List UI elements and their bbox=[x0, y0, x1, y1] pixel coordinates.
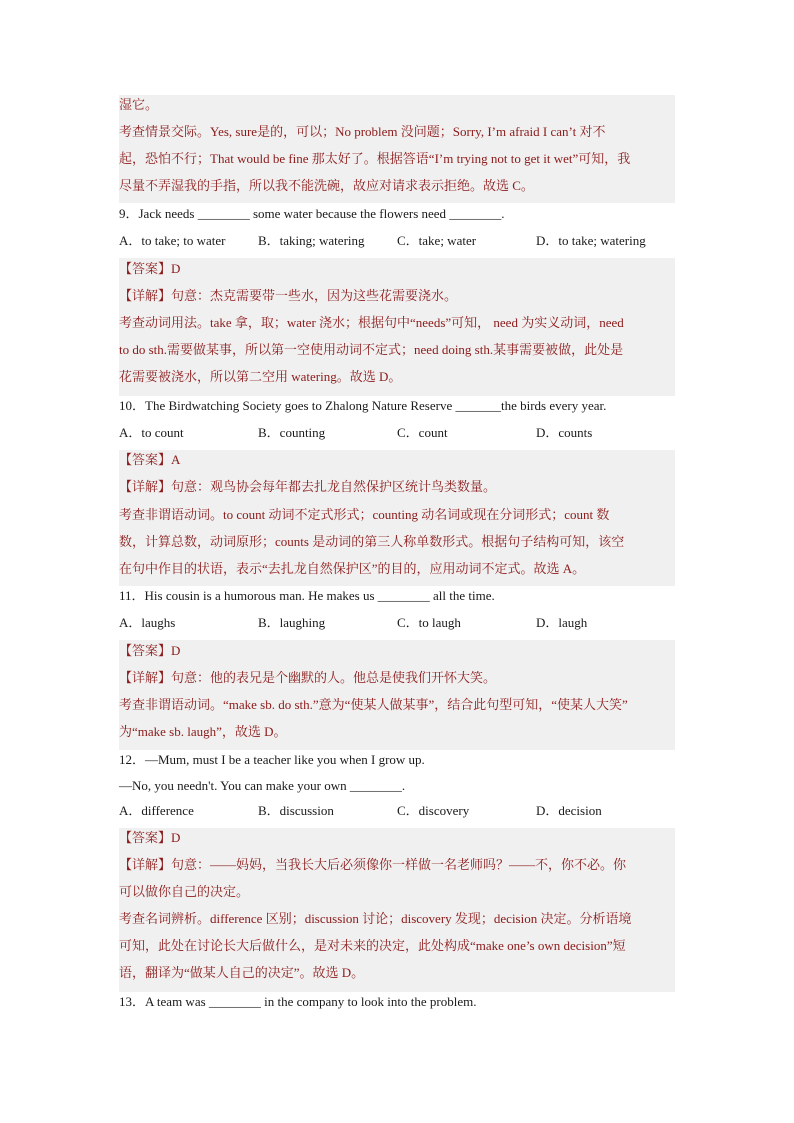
answer-line: 【答案】D bbox=[119, 643, 181, 658]
explanation-line: 湿它。 bbox=[119, 97, 159, 112]
detail-line: 在句中作目的状语，表示“去扎龙自然保护区”的目的，应用动词不定式。故选 A。 bbox=[119, 561, 586, 576]
question-9-option-c: C．take; water bbox=[397, 233, 477, 248]
question-10-option-b: B．counting bbox=[258, 425, 326, 440]
answer-line: 【答案】D bbox=[119, 830, 181, 845]
question-10-option-c: C．count bbox=[397, 425, 448, 440]
answer-line: 【答案】A bbox=[119, 452, 181, 467]
explanation-block-8 bbox=[119, 95, 675, 203]
explanation-line: 考查情景交际。Yes, sure是的，可以；No problem 没问题；Sorry, I’m afraid I can’t 对不 bbox=[119, 124, 606, 139]
explanation-line: 尽量不弄湿我的手指，所以我不能洗碗，故应对请求表示拒绝。故选 C。 bbox=[119, 178, 534, 193]
answer-line: 【答案】D bbox=[119, 261, 181, 276]
question-11-option-a: A．laughs bbox=[119, 615, 176, 630]
detail-line: 考查非谓语动词。to count 动词不定式形式；counting 动名词或现在分词形式；count 数 bbox=[119, 507, 610, 522]
detail-line: 考查动词用法。take 拿，取；water 浇水；根据句中“needs”可知， need 为实义动词，need bbox=[119, 315, 624, 330]
question-9-option-b: B．taking; watering bbox=[258, 233, 365, 248]
question-12-option-d: D．decision bbox=[536, 803, 602, 818]
question-13-stem: 13．A team was ________ in the company to look into the problem. bbox=[119, 994, 477, 1009]
detail-line: 【详解】句意：——妈妈，当我长大后必须像你一样做一名老师吗？——不，你不必。你 bbox=[119, 857, 627, 872]
question-12-stem-reply: —No, you needn't. You can make your own ________. bbox=[119, 778, 406, 793]
detail-line: 考查非谓语动词。“make sb. do sth.”意为“使某人做某事”，结合此句型可知，“使某人大笑” bbox=[119, 697, 628, 712]
question-9-stem: 9．Jack needs ________ some water because the flowers need ________. bbox=[119, 206, 505, 221]
question-9-option-d: D．to take; watering bbox=[536, 233, 646, 248]
question-10-stem: 10．The Birdwatching Society goes to Zhalong Nature Reserve _______the birds every year. bbox=[119, 398, 607, 413]
question-12-option-b: B．discussion bbox=[258, 803, 334, 818]
question-11-option-b: B．laughing bbox=[258, 615, 326, 630]
detail-line: 可知，此处在讨论长大后做什么，是对未来的决定，此处构成“make one’s own decision”短 bbox=[119, 938, 626, 953]
answer-block-11 bbox=[119, 640, 675, 750]
detail-line: 【详解】句意：他的表兄是个幽默的人。他总是使我们开怀大笑。 bbox=[119, 670, 497, 685]
explanation-line: 起，恐怕不行；That would be fine 那太好了。根据答语“I’m trying not to get it wet”可知，我 bbox=[119, 151, 631, 166]
question-10-option-a: A．to count bbox=[119, 425, 184, 440]
question-9-option-a: A．to take; to water bbox=[119, 233, 226, 248]
question-11-stem: 11．His cousin is a humorous man. He makes us ________ all the time. bbox=[119, 588, 495, 603]
detail-line: 为“make sb. laugh”，故选 D。 bbox=[119, 724, 287, 739]
detail-line: 可以做你自己的决定。 bbox=[119, 884, 250, 899]
detail-line: 数，计算总数，动词原形；counts 是动词的第三人称单数形式。根据句子结构可知，该空 bbox=[119, 534, 625, 549]
detail-line: 花需要被浇水，所以第二空用 watering。故选 D。 bbox=[119, 369, 402, 384]
question-12-option-a: A．difference bbox=[119, 803, 194, 818]
detail-line: 【详解】句意：观鸟协会每年都去扎龙自然保护区统计鸟类数量。 bbox=[119, 479, 497, 494]
question-10-option-d: D．counts bbox=[536, 425, 593, 440]
detail-line: 语，翻译为“做某人自己的决定”。故选 D。 bbox=[119, 965, 365, 980]
question-12-option-c: C．discovery bbox=[397, 803, 470, 818]
question-11-option-c: C．to laugh bbox=[397, 615, 461, 630]
question-12-stem: 12．—Mum, must I be a teacher like you when I grow up. bbox=[119, 752, 425, 767]
detail-line: 【详解】句意：杰克需要带一些水，因为这些花需要浇水。 bbox=[119, 288, 458, 303]
question-11-option-d: D．laugh bbox=[536, 615, 588, 630]
detail-line: 考查名词辨析。difference 区别；discussion 讨论；discovery 发现；decision 决定。分析语境 bbox=[119, 911, 632, 926]
answer-block-9 bbox=[119, 258, 675, 396]
answer-block-10 bbox=[119, 450, 675, 586]
answer-block-12 bbox=[119, 828, 675, 992]
detail-line: to do sth.需要做某事，所以第一空使用动词不定式；need doing sth.某事需要被做，此处是 bbox=[119, 342, 624, 357]
